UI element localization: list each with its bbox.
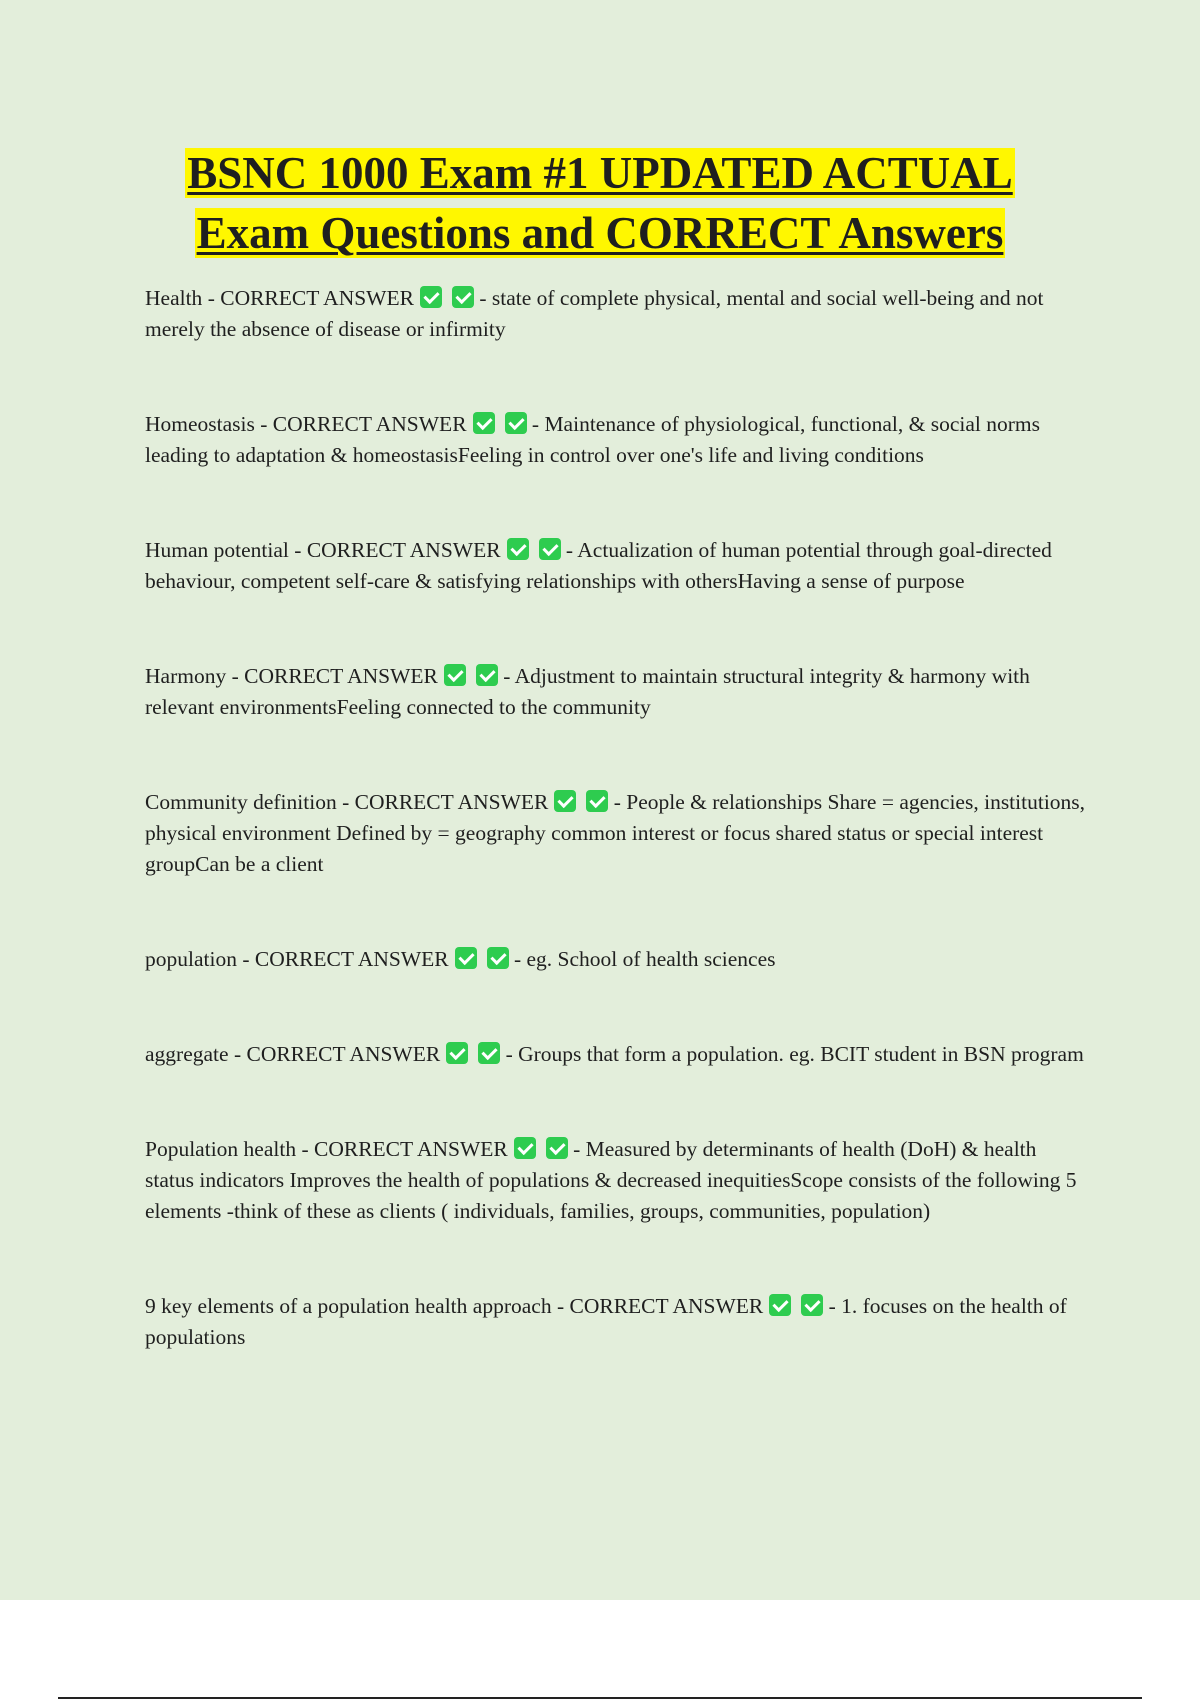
- checkmark-icon: [476, 664, 498, 686]
- entry-term: 9 key elements of a population health approach: [145, 1294, 552, 1318]
- answer-marker: - CORRECT ANSWER: [207, 286, 414, 310]
- qa-entry: [145, 283, 1090, 345]
- checkmark-icon: [586, 790, 608, 812]
- qa-entry: [145, 787, 1090, 880]
- entry-definition: - 1. focuses on the health of populations: [145, 1294, 1067, 1349]
- qa-list: [145, 283, 1090, 1353]
- checkmark-icon: [546, 1137, 568, 1159]
- answer-marker: - CORRECT ANSWER: [231, 664, 438, 688]
- answer-marker: - CORRECT ANSWER: [301, 1137, 508, 1161]
- entry-definition: - Measured by determinants of health (DoH) & health status indicators Improves the health of populations & decreased inequitiesScope consists of the following 5 elements -think of these as clients ( individuals, families, groups, communities, population): [145, 1137, 1077, 1223]
- checkmark-icon: [487, 947, 509, 969]
- checkmark-icon: [514, 1137, 536, 1159]
- entry-definition: - Actualization of human potential through goal-directed behaviour, competent self-care & satisfying relationships with othersHaving a sense of purpose: [145, 538, 1052, 593]
- checkmark-icon: [444, 664, 466, 686]
- qa-entry: [145, 1134, 1090, 1227]
- qa-entry: [145, 1291, 1090, 1353]
- checkmark-icon: [554, 790, 576, 812]
- checkmark-icon: [769, 1294, 791, 1316]
- entry-term: Population health: [145, 1137, 297, 1161]
- qa-entry: [145, 944, 1090, 975]
- checkmark-icon: [420, 286, 442, 308]
- answer-marker: - CORRECT ANSWER: [294, 538, 501, 562]
- entry-term: Human potential: [145, 538, 289, 562]
- qa-entry: [145, 409, 1090, 471]
- entry-definition: - eg. School of health sciences: [513, 947, 776, 971]
- answer-marker: - CORRECT ANSWER: [556, 1294, 764, 1318]
- entry-term: aggregate: [145, 1042, 229, 1066]
- checkmark-icon: [539, 538, 561, 560]
- qa-entry: [145, 661, 1090, 723]
- entry-term: Community definition: [145, 790, 337, 814]
- title-line-2: Exam Questions and CORRECT Answers: [196, 208, 1004, 258]
- entry-term: Homeostasis: [145, 412, 255, 436]
- checkmark-icon: [507, 538, 529, 560]
- entry-term: Harmony: [145, 664, 227, 688]
- footer-divider: [58, 1697, 1142, 1699]
- checkmark-icon: [473, 412, 495, 434]
- checkmark-icon: [801, 1294, 823, 1316]
- entry-definition: - Adjustment to maintain structural integrity & harmony with relevant environmentsFeeling connected to the community: [145, 664, 1030, 719]
- qa-entry: [145, 1039, 1090, 1070]
- checkmark-icon: [455, 947, 477, 969]
- qa-entry: [145, 535, 1090, 597]
- checkmark-icon: [446, 1042, 468, 1064]
- checkmark-icon: [505, 412, 527, 434]
- answer-marker: - CORRECT ANSWER: [242, 947, 449, 971]
- entry-term: population: [145, 947, 237, 971]
- entry-definition: - Maintenance of physiological, functional, & social norms leading to adaptation & homeostasisFeeling in control over one's life and living conditions: [145, 412, 1041, 467]
- entry-definition: - People & relationships Share = agencies, institutions, physical environment Defined by = geography common interest or focus shared status or special interest groupCan be a client: [145, 790, 1086, 876]
- title-line-1: BSNC 1000 Exam #1 UPDATED ACTUAL: [187, 148, 1013, 198]
- answer-marker: - CORRECT ANSWER: [342, 790, 549, 814]
- entry-definition: - Groups that form a population. eg. BCIT student in BSN program: [505, 1042, 1084, 1066]
- answer-marker: - CORRECT ANSWER: [233, 1042, 441, 1066]
- checkmark-icon: [452, 286, 474, 308]
- document-title: [0, 143, 1200, 263]
- entry-term: Health: [145, 286, 203, 310]
- checkmark-icon: [478, 1042, 500, 1064]
- entry-definition: - state of complete physical, mental and social well-being and not merely the absence of disease or infirmity: [145, 286, 1044, 341]
- answer-marker: - CORRECT ANSWER: [260, 412, 467, 436]
